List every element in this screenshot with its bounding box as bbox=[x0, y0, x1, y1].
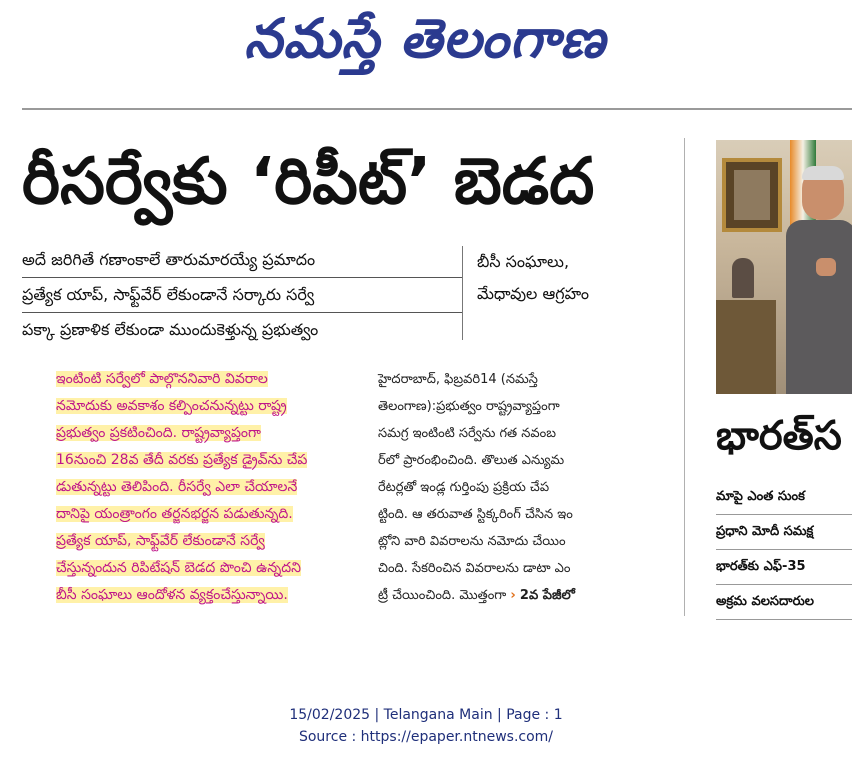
intro-line-5: డుతున్నట్టు తెలిపింది. రీసర్వే ఎలా చేయాలనే bbox=[56, 479, 298, 495]
story-line-7: ట్లోని వారి వివరాలను నమోదు చేయిం bbox=[378, 534, 566, 549]
story-line-6: ట్టింది. ఆ తరువాత స్టిక్కరింగ్ చేసిన ఇం bbox=[378, 507, 573, 522]
story-line-2: తెలంగాణ):ప్రభుత్వం రాష్ట్రవ్యాప్తంగా bbox=[378, 399, 560, 414]
intro-line-1: ఇంటింటి సర్వేలో పాల్గొననివారి వివరాల bbox=[56, 371, 268, 387]
footer-date-edition: 15/02/2025 | Telangana Main | Page : 1 bbox=[289, 707, 563, 723]
brief-item[interactable]: మాపై ఎంత సుంక bbox=[716, 480, 852, 515]
masthead-title: నమస్తే తెలంగాణ bbox=[244, 7, 606, 70]
person-hand bbox=[816, 258, 836, 276]
story-last-line: ట్రీ చేయించింది. మొత్తంగా bbox=[378, 588, 507, 603]
continued-on-page-link[interactable]: 2వ పేజీలో bbox=[519, 588, 575, 603]
brief-item[interactable]: అక్రమ వలసదారుల bbox=[716, 585, 852, 620]
intro-line-3: ప్రభుత్వం ప్రకటించింది. రాష్ట్రవ్యాప్తంగా bbox=[56, 425, 261, 441]
continue-arrow-icon: › bbox=[510, 588, 516, 603]
story-line-8: చింది. సేకరించిన వివరాలను డాటా ఎం bbox=[378, 561, 571, 576]
story-line-1: హైదరాబాద్, ఫిబ్రవరి14 (నమస్తే bbox=[378, 372, 538, 387]
right-article-headline[interactable]: భారత్‌స bbox=[716, 413, 842, 459]
intro-line-4: 16నుంచి 28వ తేదీ వరకు ప్రత్యేక డ్రైవ్‌ను చేప bbox=[56, 452, 308, 468]
intro-line-8: చేస్తున్నందున రిపిటేషన్ బెడద పొంచి ఉన్నదని bbox=[56, 560, 301, 576]
article-intro bbox=[56, 366, 346, 609]
article-body bbox=[378, 366, 648, 609]
subhead-3: పక్కా ప్రణాళిక లేకుండా ముందుకెళ్తున్న ప్రభుత్వం bbox=[22, 320, 319, 339]
side-deck-line-2: మేధావుల ఆగ్రహం bbox=[477, 284, 590, 303]
story-line-9 bbox=[378, 582, 648, 609]
subhead-1: అదే జరిగితే గణాంకాలే తారుమారయ్యే ప్రమాదం bbox=[22, 243, 462, 278]
story-line-5: రేటర్లతో ఇండ్ల గుర్తింపు ప్రక్రియ చేప bbox=[378, 480, 550, 495]
news-briefs bbox=[716, 480, 852, 620]
person-body bbox=[786, 220, 852, 394]
page-footer bbox=[0, 704, 852, 748]
brief-item[interactable]: భారత్‌కు ఎఫ్-35 bbox=[716, 550, 852, 585]
side-deck bbox=[462, 246, 692, 340]
intro-line-2: నమోదుకు అవకాశం కల్పించనున్నట్టు రాష్ట్ర bbox=[56, 398, 287, 414]
column-divider bbox=[684, 138, 685, 616]
intro-line-6: దానిపై యంత్రాంగం తర్జనభర్జన పడుతున్నది. bbox=[56, 506, 293, 522]
side-table bbox=[716, 300, 776, 394]
article-headline[interactable]: రీసర్వేకు ‘రిపీట్’ బెడద bbox=[22, 145, 595, 219]
news-photo[interactable] bbox=[716, 140, 852, 394]
footer-source-link[interactable]: Source : https://epaper.ntnews.com/ bbox=[298, 729, 554, 745]
story-line-3: సమగ్ర ఇంటింటి సర్వేను గత నవంబ bbox=[378, 426, 557, 441]
portrait-frame bbox=[722, 158, 782, 232]
bust-statue bbox=[732, 258, 754, 298]
brief-item[interactable]: ప్రధాని మోదీ సమక్ష bbox=[716, 515, 852, 550]
side-deck-line-1: బీసీ సంఘాలు, bbox=[477, 252, 570, 271]
subhead-2: ప్రత్యేక యాప్, సాఫ్ట్‌వేర్ లేకుండానే సర్కారు సర్వే bbox=[22, 278, 462, 313]
person-hair bbox=[802, 166, 844, 180]
story-line-4: ర్‌లో ప్రారంభించింది. తొలుత ఎన్యుమ bbox=[378, 453, 565, 468]
intro-line-7: ప్రత్యేక యాప్, సాఫ్ట్‌వేర్ లేకుండానే సర్వే bbox=[56, 533, 265, 549]
intro-line-9: బీసీ సంఘాలు ఆందోళన వ్యక్తంచేస్తున్నాయి. bbox=[56, 587, 288, 603]
masthead-divider bbox=[22, 108, 852, 110]
article-subheads bbox=[22, 243, 462, 347]
